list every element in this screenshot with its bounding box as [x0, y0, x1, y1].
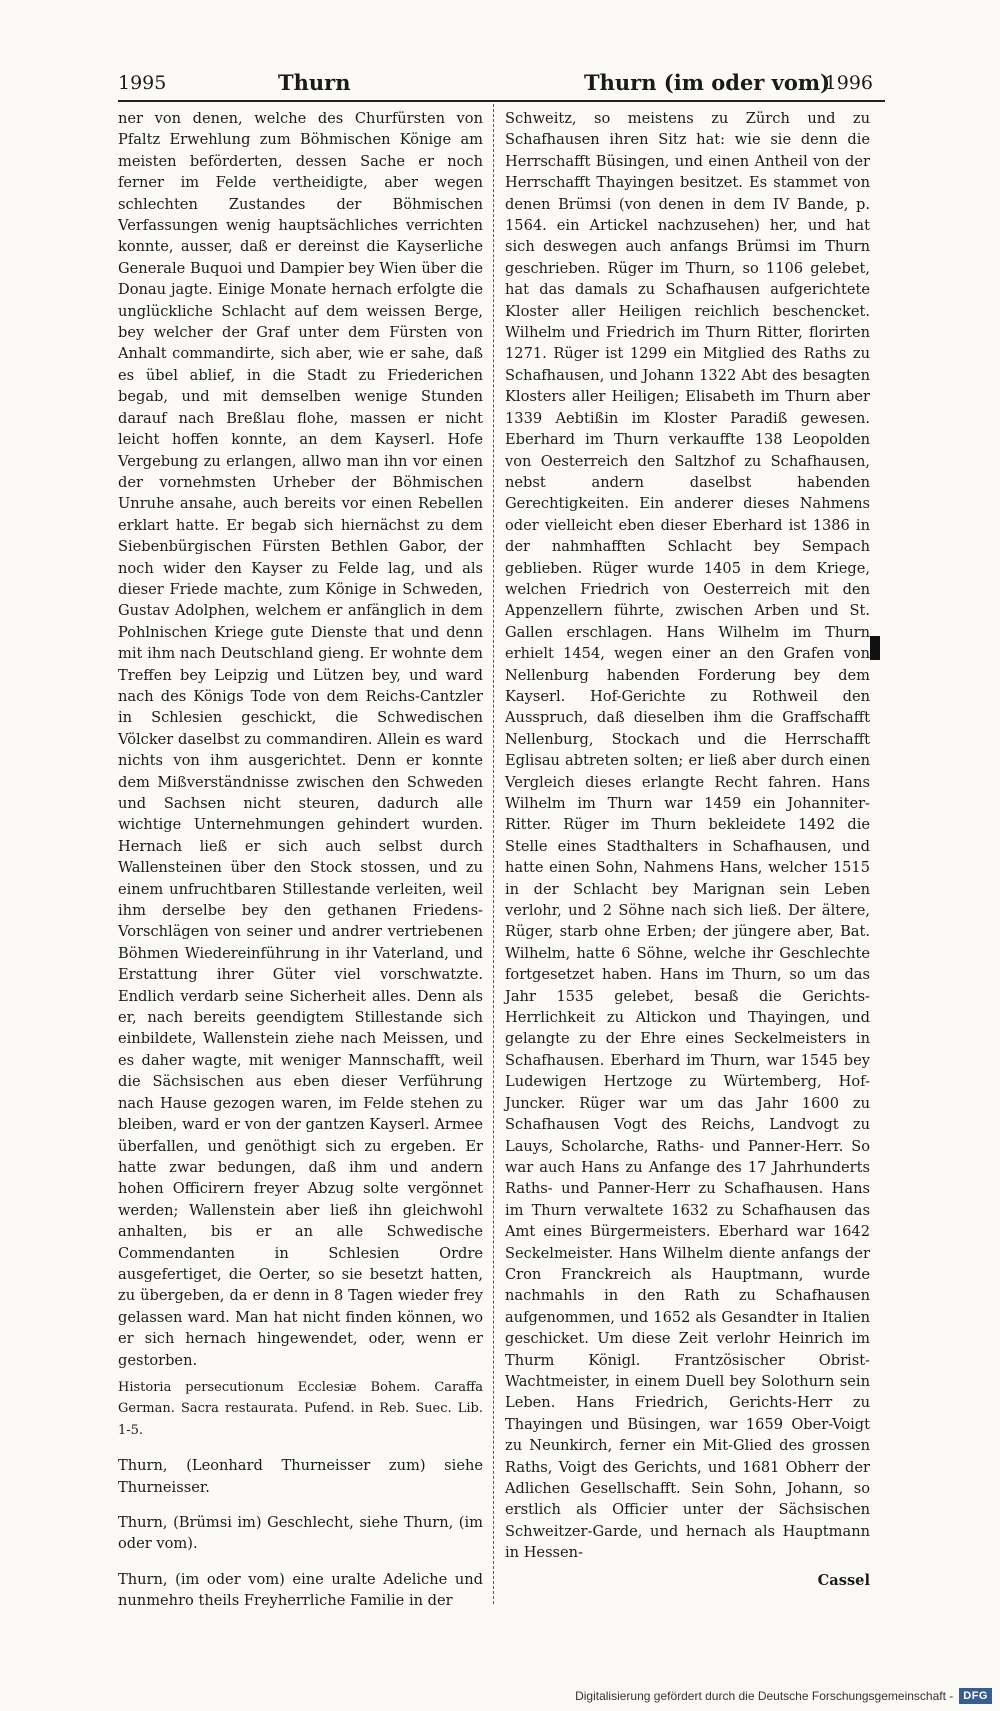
scan-artifact: [870, 636, 880, 660]
left-column: [118, 108, 483, 1618]
header-rule: [118, 100, 885, 102]
citation: Historia persecutionum Ecclesiæ Bohem. Caraffa German. Sacra restaurata. Pufend. in Reb. Suec. Lib. 1-5.: [118, 1379, 483, 1438]
column-divider: [493, 104, 494, 1604]
page-number-right: 1996: [824, 72, 873, 94]
article-text-continued: Schweitz, so meistens zu Zürch und zu Schafhausen ihren Sitz hat: wie sie denn die Herrschafft Büsingen, und einen Antheil von der Herrschafft Thayingen besitzet. Es stammet von denen Brümsi (von denen in dem IV Bande, p. 1564. ein Artickel nachzusehen) her, und hat sich deswegen auch anfangs Brümsi im Thurn geschrieben. Rüger im Thurn, so 1106 gelebet, hat das damals zu Schafhausen aufgerichtete Kloster aller Heiligen reichlich beschencket. Wilhelm und Friedrich im Thurn Ritter, florirten 1271. Rüger ist 1299 ein Mitglied des Raths zu Schafhausen, und Johann 1322 Abt des besagten Klosters aller Heiligen; Elisabeth im Thurn aber 1339 Aebtißin im Kloster Paradiß gewesen. Eberhard im Thurn verkauffte 138 Leopolden von Oesterreich den Saltzhof zu Schafhausen, nebst andern daselbst habenden Gerechtigkeiten. Ein anderer dieses Nahmens oder vielleicht eben dieser Eberhard ist 1386 in der nahmhafften Schlacht bey Sempach geblieben. Rüger wurde 1405 in dem Kriege, welchen Friedrich von Oesterreich mit den Appenzellern führte, zwischen Arben und St. Gallen erschlagen. Hans Wilhelm im Thurn erhielt 1454, wegen einer an den Grafen von Nellenburg habenden Forderung bey dem Kayserl. Hof-Gerichte zu Rothweil den Ausspruch, daß dieselben ihm die Graffschafft Nellenburg, Stockach und die Herrschafft Eglisau abtreten solten; er ließ aber durch einen Vergleich dieses erlangte Recht fahren. Hans Wilhelm im Thurn war 1459 ein Johanniter-Ritter. Rüger im Thurn bekleidete 1492 die Stelle eines Stadthalters in Schafhausen, und hatte einen Sohn, Nahmens Hans, welcher 1515 in der Schlacht bey Marignan sein Leben verlohr, und 2 Söhne nach sich ließ. Der ältere, Rüger, starb ohne Erben; der jüngere aber, Bat. Wilhelm, hatte 6 Söhne, welche ihr Geschlechte fortgesetzet haben. Hans im Thurn, so um das Jahr 1535 gelebet, besaß die Gerichts-Herrlichkeit zu Altickon und Thayingen, und gelangte zu der Ehre eines Seckelmeisters in Schafhausen. Eberhard im Thurn, war 1545 bey Ludewigen Hertzoge zu Würtemberg, Hof-Juncker. Rüger war um das Jahr 1600 zu Schafhausen Vogt des Reichs, Landvogt zu Lauys, Scholarche, Raths- und Panner-Herr. So war auch Hans zu Anfange des 17 Jahrhunderts Raths- und Panner-Herr zu Schafhausen. Hans im Thurn verwaltete 1632 zu Schafhausen das Amt eines Bürgermeisters. Eberhard war 1642 Seckelmeister. Hans Wilhelm diente anfangs der Cron Franckreich als Hauptmann, wurde nachmahls in den Rath zu Schafhausen aufgenommen, und 1652 als Gesandter in Italien geschicket. Um diese Zeit verlohr Heinrich im Thurm Königl. Frantzösischer Obrist-Wachtmeister, in einem Duell bey Solothurn sein Leben. Hans Friedrich, Gerichts-Herr zu Thayingen und Büsingen, war 1659 Ober-Voigt zu Neunkirch, ferner ein Mit-Glied des grossen Raths, Voigt des Gerichts, und 1681 Obherr der Adlichen Gesellschafft. Sein Sohn, Johann, so erstlich als Officier unter der Sächsischen Schweitzer-Garde, und hernach als Hauptmann in Hessen-: [505, 110, 870, 1562]
page-number-left: 1995: [118, 72, 167, 94]
entry-thurneisser: Thurn, (Leonhard Thurneisser zum) siehe Thurneisser.: [118, 1457, 483, 1496]
header-title-left: Thurn: [278, 70, 351, 95]
catchword: Cassel: [817, 1571, 870, 1589]
running-header: [118, 68, 873, 104]
footer: [575, 1685, 992, 1707]
header-title-right: Thurn (im oder vom): [584, 70, 831, 95]
right-column: [505, 108, 870, 1597]
funding-note: Digitalisierung gefördert durch die Deutsche Forschungsgemeinschaft -: [575, 1689, 954, 1703]
entry-im-oder-vom: Thurn, (im oder vom) eine uralte Adeliche und nunmehro theils Freyherrliche Familie in der: [118, 1570, 483, 1610]
article-text: ner von denen, welche des Churfürsten von Pfaltz Erwehlung zum Böhmischen Könige am meisten beförderten, dessen Sache er noch ferner im Felde vertheidigte, aber wegen schlechten Zustandes der Böhmischen Verfassungen wenig hauptsächliches verrichten konnte, ausser, daß er dereinst die Kayserliche Generale Buquoi und Dampier bey Wien über die Donau jagte. Einige Monate hernach erfolgte die unglückliche Schlacht auf dem weissen Berge, bey welcher der Graf unter dem Fürsten von Anhalt commandirte, sich aber, wie er sahe, daß es übel ablief, in die Stadt zu Friederichen begab, und mit demselben wenige Stunden darauf nach Breßlau flohe, massen er nicht leicht hoffen konnte, an dem Kayserl. Hofe Vergebung zu erlangen, allwo man ihn vor einen der vornehmsten Urheber der Böhmischen Unruhe ansahe, auch bereits vor einen Rebellen erklart hatte. Er begab sich hiernächst zu dem Siebenbürgischen Fürsten Bethlen Gabor, der noch wider den Kayser zu Felde lag, und als dieser Friede machte, zum Könige in Schweden, Gustav Adolphen, welchem er anfänglich in dem Pohlnischen Kriege gute Dienste that und denn mit ihm nach Deutschland gieng. Er wohnte dem Treffen bey Leipzig und Lützen bey, und ward nach des Königs Tode von dem Reichs-Cantzler in Schlesien geschickt, die Schwedischen Völcker daselbst zu commandiren. Allein es ward nichts von ihm ausgerichtet. Denn er konnte dem Mißverständnisse zwischen den Schweden und Sachsen nicht steuren, dadurch alle wichtige Unternehmungen gehindert wurden. Hernach ließ er sich auch selbst durch Wallensteinen über den Stock stossen, und zu einem unfruchtbaren Stillestande verleiten, weil ihm derselbe bey den gethanen Friedens-Vorschlägen von seiner und andrer vertriebenen Böhmen Wiedereinführung in ihr Vaterland, und Erstattung ihrer Güter viel vorschwatzte. Endlich verdarb seine Sicherheit alles. Denn als er, nach bereits geendigtem Stillestande sich einbildete, Wallenstein ziehe nach Meissen, und es daher wagte, mit weniger Mannschafft, weil die Sächsischen aus eben dieser Verführung nach Hause gezogen waren, im Felde stehen zu bleiben, ward er von der gantzen Kayserl. Armee überfallen, und genöthigt sich zu ergeben. Er hatte zwar bedungen, daß ihm und andern hohen Officirern freyer Abzug solte vergönnet werden; Wallenstein aber ließ ihn gleichwohl anhalten, bis er an alle Schwedische Commendanten in Schlesien Ordre ausgefertiget, die Oerter, so sie besetzt hatten, zu übergeben, da er denn in 8 Tagen wieder frey gelassen ward. Man hat nicht finden können, wo er sich hernach hingewendet, oder, wenn er gestorben.: [118, 110, 483, 1369]
dfg-logo-icon: DFG: [959, 1688, 992, 1704]
entry-bruemsi: Thurn, (Brümsi im) Geschlecht, siehe Thurn, (im oder vom).: [118, 1514, 483, 1553]
